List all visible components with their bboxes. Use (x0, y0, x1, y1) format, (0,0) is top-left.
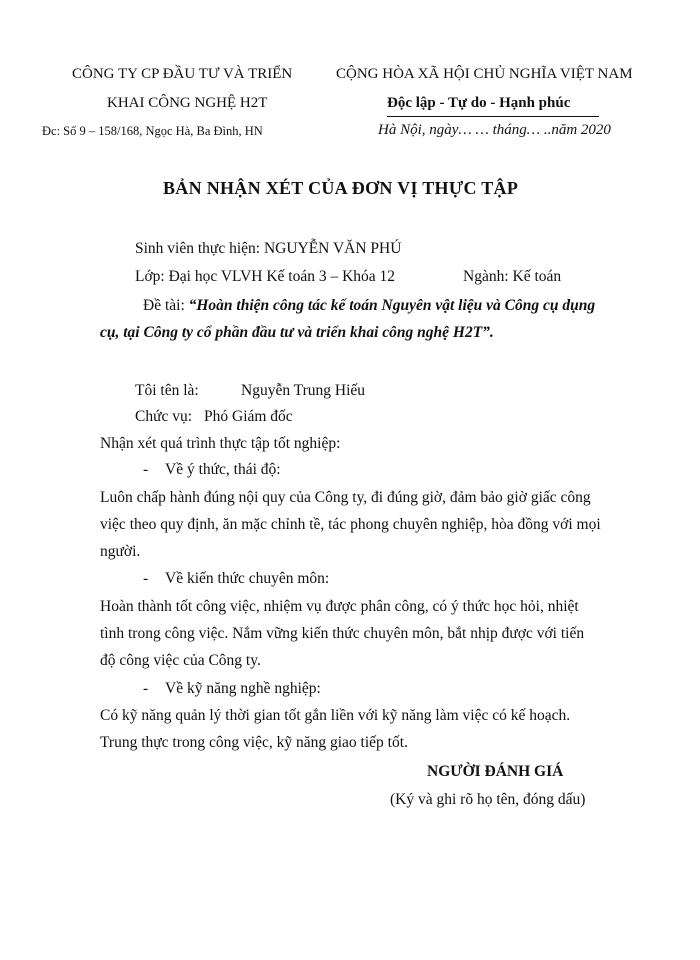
topic-line1 (143, 297, 595, 315)
skills-line: Trung thực trong công việc, kỹ năng giao tiếp tốt. (100, 734, 408, 751)
knowledge-heading: Về kiến thức chuyên môn: (165, 570, 330, 587)
attitude-line: người. (100, 543, 141, 560)
knowledge-line: tình trong công việc. Nắm vững kiến thức chuyên môn, bắt nhịp được với tiến (100, 625, 585, 642)
skills-line: Có kỹ năng quản lý thời gian tốt gắn liền với kỹ năng làm việc có kế hoạch. (100, 707, 571, 724)
student-name: Sinh viên thực hiện: NGUYỄN VĂN PHÚ (135, 240, 402, 257)
attitude-line: việc theo quy định, ăn mặc chỉnh tề, tác phong chuyên nghiệp, hòa đồng với mọi (100, 516, 601, 533)
company-name-line1: CÔNG TY CP ĐẦU TƯ VÀ TRIỂN (72, 66, 293, 82)
place-date: Hà Nội, ngày… … tháng… ..năm 2020 (378, 122, 611, 138)
national-motto: Độc lập - Tự do - Hạnh phúc (387, 95, 571, 111)
skills-heading: Về kỹ năng nghề nghiệp: (165, 680, 321, 697)
company-address: Đc: Số 9 – 158/168, Ngọc Hà, Ba Đình, HN (42, 124, 263, 138)
knowledge-line: độ công việc của Công ty. (100, 652, 261, 669)
signature-note: (Ký và ghi rõ họ tên, đóng dấu) (390, 791, 586, 808)
bullet-marker: - (143, 570, 149, 587)
topic-text-2: cụ, tại Công ty cổ phần đầu tư và triển khai công nghệ H2T”. (100, 324, 494, 341)
evaluator-name-label: Tôi tên là: (135, 382, 199, 399)
document-title: BẢN NHẬN XÉT CỦA ĐƠN VỊ THỰC TẬP (163, 178, 519, 198)
student-major: Ngành: Kế toán (463, 268, 562, 285)
evaluator-position-label: Chức vụ: (135, 408, 193, 425)
attitude-line: Luôn chấp hành đúng nội quy của Công ty, đi đúng giờ, đảm bảo giờ giấc công (100, 489, 591, 506)
motto-underline (387, 116, 599, 117)
national-title: CỘNG HÒA XÃ HỘI CHỦ NGHĨA VIỆT NAM (336, 66, 633, 82)
knowledge-line: Hoàn thành tốt công việc, nhiệm vụ được phân công, có ý thức học hỏi, nhiệt (100, 598, 579, 615)
evaluator-name: Nguyễn Trung Hiếu (241, 382, 366, 399)
bullet-marker: - (143, 680, 149, 697)
bullet-marker: - (143, 461, 149, 478)
evaluator-position: Phó Giám đốc (204, 408, 293, 425)
comments-intro: Nhận xét quá trình thực tập tốt nghiệp: (100, 435, 341, 452)
company-name-line2: KHAI CÔNG NGHỆ H2T (107, 95, 268, 111)
topic-text-1: “Hoàn thiện công tác kế toán Nguyên vật liệu và Công cụ dụng (188, 297, 596, 314)
signature-title: NGƯỜI ĐÁNH GIÁ (427, 763, 564, 780)
attitude-heading: Về ý thức, thái độ: (165, 461, 281, 478)
topic-label: Đề tài: (143, 297, 185, 314)
student-class: Lớp: Đại học VLVH Kế toán 3 – Khóa 12 (135, 268, 396, 285)
